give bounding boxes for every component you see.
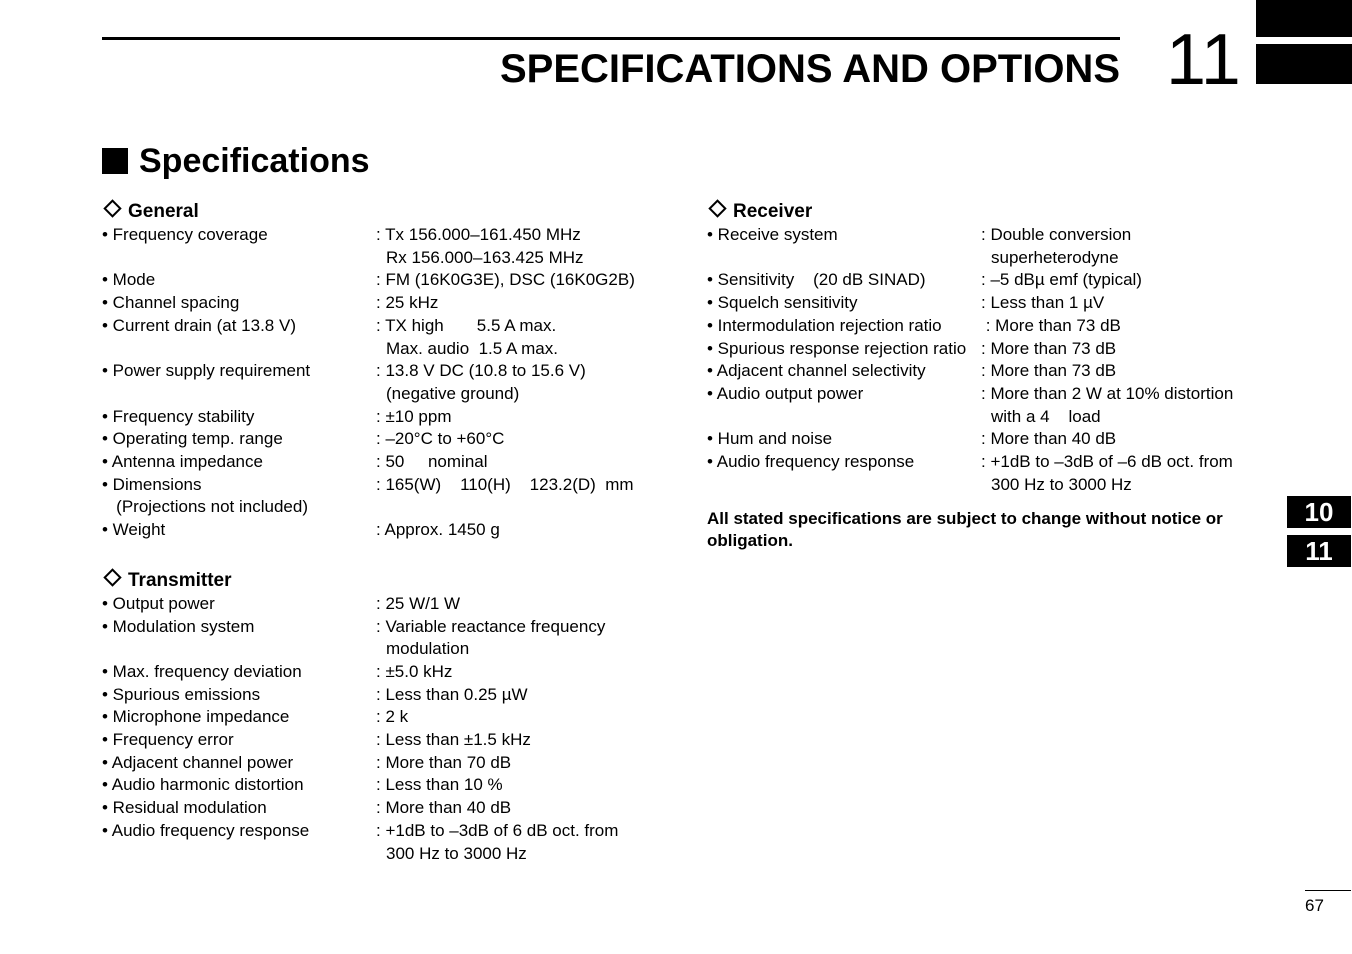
spec-value-line: : ±5.0 kHz	[376, 661, 453, 681]
spec-value	[981, 428, 1116, 451]
spec-label: • Spurious response rejection ratio	[707, 338, 967, 358]
spec-row	[102, 706, 672, 729]
spec-value	[376, 224, 584, 269]
spec-label: • Modulation system	[102, 616, 255, 636]
spec-row	[707, 292, 1267, 315]
spec-value-line: : 25 kHz	[376, 293, 439, 313]
spec-label: • Microphone impedance	[102, 707, 290, 727]
spec-value	[376, 315, 558, 360]
spec-label: • Receive system	[707, 225, 838, 244]
corner-block-top	[1256, 0, 1352, 37]
spec-value-line: : 25 W/1 W	[376, 593, 461, 613]
spec-label: • Squelch sensitivity	[707, 293, 858, 313]
general-heading	[102, 199, 672, 224]
spec-label: • Output power	[102, 593, 215, 613]
spec-label: • Weight	[102, 520, 166, 540]
spec-value-line: : 50 nominal	[376, 452, 488, 472]
spec-value-line: : Tx 156.000–161.450 MHz	[376, 225, 581, 244]
spec-value-line: : Double conversion	[981, 225, 1132, 244]
right-column	[707, 199, 1267, 552]
spec-value-line: : 13.8 V DC (10.8 to 15.6 V)	[376, 361, 586, 381]
receiver-heading-text: Receiver	[733, 201, 813, 222]
spec-value	[376, 474, 634, 497]
spec-label: • Audio frequency response	[102, 820, 310, 840]
spec-value	[376, 269, 635, 292]
spec-value-line: superheterodyne	[991, 247, 1119, 267]
spec-value	[376, 593, 460, 616]
spec-value	[376, 752, 511, 775]
receiver-spec-list	[707, 224, 1267, 496]
spec-value-line: : Approx. 1450 g	[376, 520, 500, 540]
spec-row	[102, 519, 672, 542]
spec-value-line: : Less than 0.25 µW	[376, 684, 528, 704]
spec-label: • Sensitivity (20 dB SINAD)	[707, 270, 926, 290]
spec-value-line: 300 Hz to 3000 Hz	[386, 843, 527, 863]
spec-row	[102, 496, 672, 519]
spec-value	[376, 360, 586, 405]
diamond-icon	[103, 199, 121, 217]
spec-label: • Intermodulation rejection ratio	[707, 315, 942, 335]
spec-label: • Current drain (at 13.8 V)	[102, 315, 296, 335]
section-title: Specifications	[139, 142, 370, 180]
spec-row	[707, 315, 1267, 338]
spec-value	[981, 451, 1233, 496]
spec-label: • Power supply requirement	[102, 361, 311, 381]
diamond-icon	[708, 199, 726, 217]
spec-value	[376, 406, 451, 429]
side-tab-11[interactable]: 11	[1287, 535, 1351, 567]
spec-row	[102, 292, 672, 315]
spec-row	[102, 797, 672, 820]
spec-value-line: Max. audio 1.5 A max.	[386, 338, 558, 358]
spec-value	[376, 684, 528, 707]
spec-value-line: : –20°C to +60°C	[376, 429, 505, 449]
spec-label: • Operating temp. range	[102, 429, 283, 449]
spec-row	[707, 451, 1267, 496]
spec-value	[981, 269, 1142, 292]
general-heading-text: General	[128, 201, 199, 222]
spec-value-line: : More than 73 dB	[981, 315, 1121, 335]
spec-label: • Frequency coverage	[102, 225, 268, 244]
spec-value-line: : More than 70 dB	[376, 752, 512, 772]
spec-row	[102, 451, 672, 474]
spec-value-line: (negative ground)	[386, 383, 520, 403]
spec-value	[376, 428, 504, 451]
spec-value	[981, 383, 1233, 428]
spec-value-line: : –5 dBµ emf (typical)	[981, 270, 1142, 290]
spec-value-line: with a 4 load	[991, 406, 1101, 426]
spec-value-line: : +1dB to –3dB of 6 dB oct. from	[376, 820, 619, 840]
spec-value-line: : Variable reactance frequency	[376, 616, 606, 636]
spec-row	[102, 729, 672, 752]
spec-value-line: : More than 40 dB	[981, 429, 1117, 449]
transmitter-heading	[102, 568, 672, 593]
spec-value-line: : FM (16K0G3E), DSC (16K0G2B)	[376, 270, 635, 290]
spec-row	[707, 224, 1267, 269]
diamond-icon	[103, 568, 121, 586]
spec-value	[981, 292, 1104, 315]
spec-label: • Channel spacing	[102, 293, 240, 313]
spec-label: • Hum and noise	[707, 429, 833, 449]
spec-row	[102, 593, 672, 616]
spec-value	[376, 292, 438, 315]
spec-row	[707, 383, 1267, 428]
spec-row	[102, 474, 672, 497]
square-bullet-icon	[102, 148, 128, 174]
spec-value-line: Rx 156.000–163.425 MHz	[386, 247, 584, 267]
spec-value	[376, 616, 605, 661]
spec-label: • Residual modulation	[102, 798, 267, 818]
spec-label: • Antenna impedance	[102, 452, 263, 472]
spec-row	[102, 428, 672, 451]
spec-value	[376, 519, 500, 542]
spec-row	[102, 269, 672, 292]
spec-value	[376, 706, 408, 729]
spec-value	[376, 661, 452, 684]
transmitter-spec-list	[102, 593, 672, 865]
general-spec-list	[102, 224, 672, 542]
chapter-number: 11	[1166, 20, 1241, 100]
spec-row	[102, 820, 672, 865]
spec-row	[102, 661, 672, 684]
spec-value-line: : More than 40 dB	[376, 798, 512, 818]
spec-value-line: : More than 73 dB	[981, 338, 1117, 358]
spec-label: • Frequency error	[102, 730, 234, 750]
page-number: 67	[1305, 896, 1324, 915]
spec-row	[102, 406, 672, 429]
spec-row	[102, 315, 672, 360]
receiver-heading	[707, 199, 1267, 224]
spec-row	[102, 752, 672, 775]
spec-row	[102, 224, 672, 269]
spec-value	[981, 338, 1116, 361]
spec-label: • Adjacent channel power	[102, 752, 294, 772]
spec-value-line: : ±10 ppm	[376, 406, 452, 426]
spec-value-line: : 165(W) 110(H) 123.2(D) mm	[376, 474, 634, 494]
spec-value-line: : Less than 10 %	[376, 775, 503, 795]
spec-value	[376, 774, 503, 797]
transmitter-heading-text: Transmitter	[128, 569, 232, 591]
spec-row	[102, 616, 672, 661]
spec-label: • Max. frequency deviation	[102, 661, 302, 681]
spec-label: (Projections not included)	[102, 497, 308, 517]
spec-row	[102, 360, 672, 405]
header-rule	[102, 37, 1120, 40]
spec-value	[981, 360, 1116, 383]
spec-row	[707, 360, 1267, 383]
spec-value-line: : 2 k	[376, 707, 409, 727]
section-heading	[102, 140, 370, 182]
spec-value-line: : TX high 5.5 A max.	[376, 315, 557, 335]
spec-value-line: : +1dB to –3dB of –6 dB oct. from	[981, 452, 1233, 472]
page-title: SPECIFICATIONS AND OPTIONS	[499, 47, 1120, 91]
spec-value	[981, 224, 1131, 269]
corner-block-bottom	[1256, 44, 1352, 84]
spec-value	[981, 315, 1121, 338]
left-column	[102, 199, 672, 865]
spec-value	[376, 797, 511, 820]
spec-label: • Dimensions	[102, 474, 202, 494]
spec-value-line: : More than 2 W at 10% distortion	[981, 383, 1234, 403]
spec-label: • Frequency stability	[102, 406, 255, 426]
spec-value-line: modulation	[386, 639, 470, 659]
spec-value	[376, 729, 531, 752]
spec-label: • Adjacent channel selectivity	[707, 361, 926, 381]
spec-label: • Audio output power	[707, 383, 864, 403]
spec-value-line: 300 Hz to 3000 Hz	[991, 474, 1132, 494]
spec-value-line: : More than 73 dB	[981, 361, 1117, 381]
page-number-rule	[1305, 890, 1351, 891]
spec-row	[707, 269, 1267, 292]
spec-value	[376, 451, 488, 474]
spec-value-line: : Less than 1 µV	[981, 293, 1105, 313]
spec-row	[707, 338, 1267, 361]
spec-row	[102, 774, 672, 797]
change-notice: All stated specifications are subject to change without notice or obligation.	[707, 509, 1223, 551]
side-tab-10[interactable]: 10	[1287, 496, 1351, 528]
spec-label: • Audio harmonic distortion	[102, 775, 304, 795]
spec-label: • Spurious emissions	[102, 684, 261, 704]
spec-row	[707, 428, 1267, 451]
spec-value	[376, 820, 618, 865]
spec-label: • Mode	[102, 270, 156, 290]
spec-label: • Audio frequency response	[707, 452, 915, 472]
spec-value-line: : Less than ±1.5 kHz	[376, 730, 531, 750]
spec-row	[102, 684, 672, 707]
